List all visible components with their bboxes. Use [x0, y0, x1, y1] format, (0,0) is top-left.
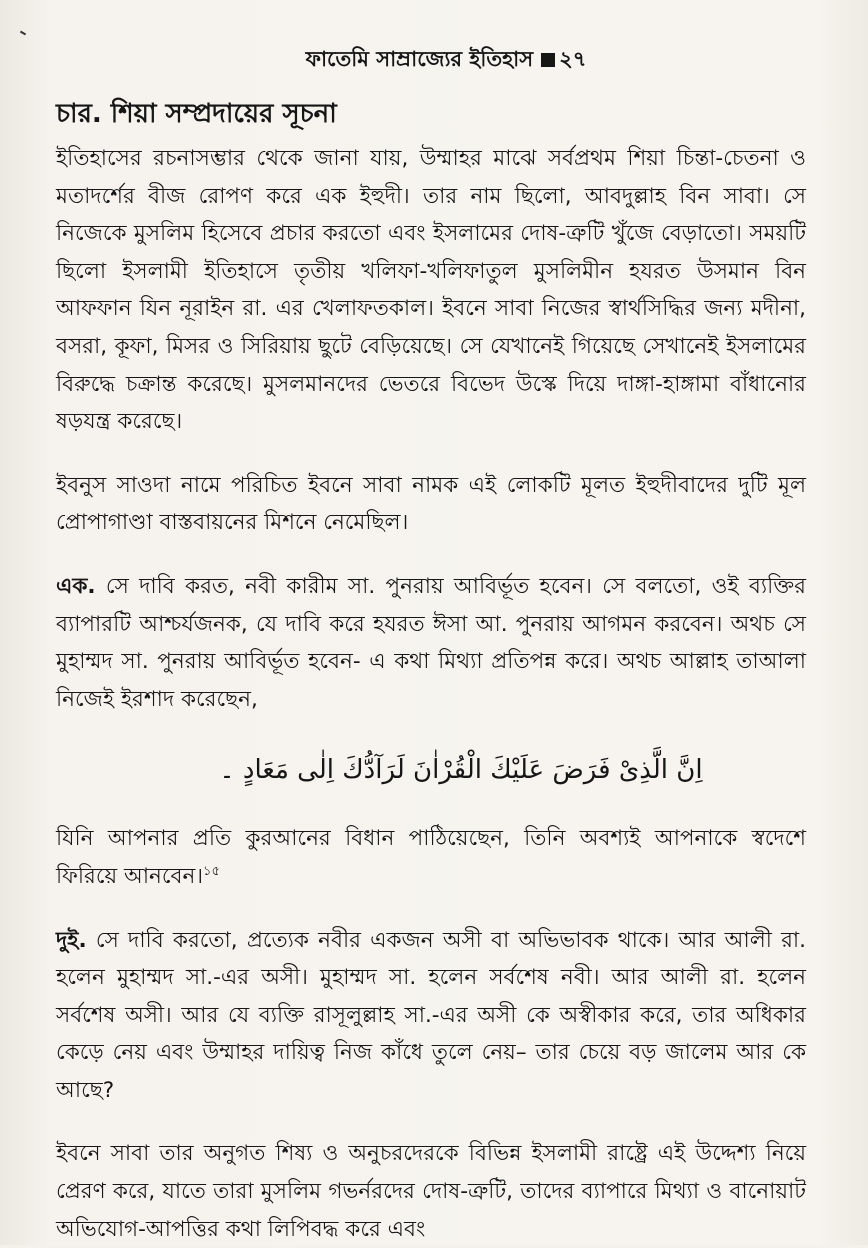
- running-header: [56, 44, 806, 74]
- paragraph-6: ইবনে সাবা তার অনুগত শিষ্য ও অনুচরদেরকে বিভিন্ন ইসলামী রাষ্ট্রে এই উদ্দেশ্য নিয়ে প্রেরণ করে, যাতে তারা মুসলিম গভর্নরদের দোষ-ত্রুটি, তাদের ব্যাপারে মিথ্যা ও বানোয়াট অভিযোগ-আপত্তির কথা লিপিবদ্ধ করে এবং: [56, 1141, 806, 1242]
- running-title: ফাতেমি সাম্রাজ্যের ইতিহাস: [305, 47, 534, 71]
- paragraph-4-text: যিনি আপনার প্রতি কুরআনের বিধান পাঠিয়েছেন, তিনি অবশ্যই আপনাকে স্বদেশে ফিরিয়ে আনবেন।: [56, 826, 806, 889]
- square-separator-icon: [541, 53, 555, 67]
- paragraph-4: [56, 820, 806, 895]
- paragraph-2: ইবনুস সাওদা নামে পরিচিত ইবনে সাবা নামক এই লোকটি মূলত ইহুদীবাদের দুটি মূল প্রোপাগাণ্ডা বাস্তবায়নের মিশনে নেমেছিল।: [56, 472, 806, 536]
- arabic-verse: اِنَّ الَّذِیْ فَرَضَ عَلَیْكَ الْقُرْاٰنَ لَرَآدُّكَ اِلٰى مَعَادٍ ۔: [219, 755, 703, 786]
- paragraph-1: ইতিহাসের রচনাসম্ভার থেকে জানা যায়, উম্মাহর মাঝে সর্বপ্রথম শিয়া চিন্তা-চেতনা ও মতাদর্শের বীজ রোপণ করে এক ইহুদী। তার নাম ছিলো, আবদুল্লাহ বিন সাবা। সে নিজেকে মুসলিম হিসেবে প্রচার করতো এবং ইসলামের দোষ-ত্রুটি খুঁজে বেড়াতো। সময়টি ছিলো ইসলামী ইতিহাসে তৃতীয় খলিফা-খলিফাতুল মুসলিমীন হযরত উসমান বিন আফফান যিন নূরাইন রা. এর খেলাফতকাল। ইবনে সাবা নিজের স্বার্থসিদ্ধির জন্য মদীনা, বসরা, কূফা, মিসর ও সিরিয়ায় ছুটে বেড়িয়েছে। সে যেখানেই গিয়েছে সেখানেই ইসলামের বিরুদ্ধে চক্রান্ত করেছে। মুসলমানদের ভেতরে বিভেদ উস্কে দিয়ে দাঙ্গা-হাঙ্গামা বাঁধানোর ষড়যন্ত্র করেছে।: [56, 146, 806, 435]
- paragraph-5: [56, 922, 806, 1110]
- point-two-label: দুই.: [56, 927, 87, 953]
- section-title: চার. শিয়া সম্প্রদায়ের সূচনা: [56, 99, 337, 129]
- point-one-label: এক.: [56, 573, 96, 599]
- corner-mark: [20, 31, 26, 36]
- page-number: ২৭: [559, 47, 587, 71]
- footnote-ref: ১৫: [203, 863, 220, 879]
- paragraph-5-text: সে দাবি করতো, প্রত্যেক নবীর একজন অসী বা অভিভাবক থাকে। আর আলী রা. হলেন মুহাম্মদ সা.-এর অসী। মুহাম্মদ সা. হলেন সর্বশেষ নবী। আর আলী রা. হলেন সর্বশেষ অসী। আর যে ব্যক্তি রাসূলুল্লাহ সা.-এর অসী কে অস্বীকার করে, তার অধিকার কেড়ে নেয় এবং উম্মাহর দায়িত্ব নিজ কাঁধে তুলে নেয়– তার চেয়ে বড় জালেম আর কে আছে?: [56, 927, 806, 1103]
- paragraph-3-text: সে দাবি করত, নবী কারীম সা. পুনরায় আবির্ভূত হবেন। সে বলতো, ওই ব্যক্তির ব্যাপারটি আশ্চর্যজনক, যে দাবি করে হযরত ঈসা আ. পুনরায় আগমন করবেন। অথচ সে মুহাম্মদ সা. পুনরায় আবির্ভূত হবেন- এ কথা মিথ্যা প্রতিপন্ন করে। অথচ আল্লাহ তাআলা নিজেই ইরশাদ করেছেন,: [56, 573, 806, 712]
- paragraph-3: [56, 568, 806, 718]
